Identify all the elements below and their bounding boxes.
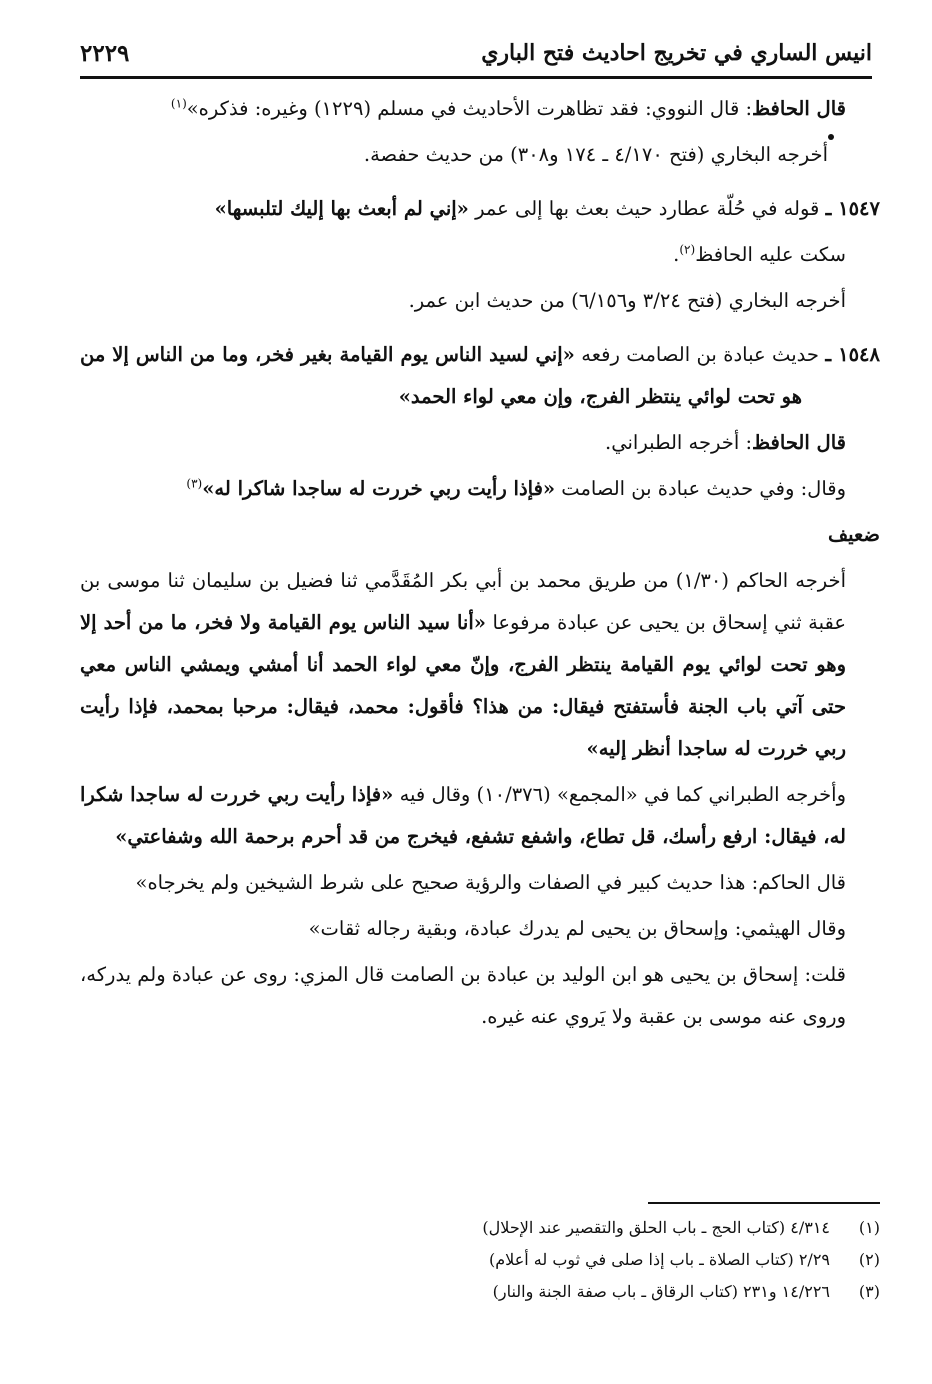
tabarani-text: وأخرجه الطبراني كما في «المجمع» (١٠/٣٧٦) وقال فيه (399, 783, 846, 806)
hadith-1547 (80, 188, 880, 230)
hakim-verdict (80, 862, 880, 904)
hakim-quote: «أنا سيد الناس يوم القيامة ولا فخر، ما من أحد إلا وهو تحت لوائي يوم القيامة ينتظر الفرج، وإنّ معي لواء الحمد أنا أمشي ويمشي الناس معي حتى آتي باب الجنة فأستفتح فيقال: من هذا؟ فأقول: محمد، فيقال: مرحبا بمحمد، فإذا رأيت ربي خررت له ساجدا أنظر إليه» (80, 611, 846, 760)
qal-text: وقال: وفي حديث عبادة بن الصامت (561, 477, 846, 500)
qal-quote: «فإذا رأيت ربي خررت له ساجدا شاكرا له» (202, 477, 556, 500)
hafiz-text: : أخرجه الطبراني. (605, 431, 753, 454)
footnote-text: ١٤/٢٢٦ و٢٣١ (كتاب الرقاق ـ باب صفة الجنة والنار) (492, 1282, 830, 1301)
qal-ubada (80, 468, 880, 510)
running-header (80, 30, 872, 79)
footnote-item (80, 1212, 880, 1244)
hakim-verdict-text: قال الحاكم: هذا حديث كبير في الصفات والرؤية صحيح على شرط الشيخين ولم يخرجاه» (135, 871, 846, 894)
hafiz-quote-nawawi (80, 88, 880, 130)
hakim-takhrij (80, 560, 880, 770)
bukhari-hafsa (80, 134, 880, 176)
tabarani-takhrij (80, 774, 880, 858)
footnote-ref-3: (٣) (186, 476, 203, 491)
footnote-text: ٤/٣١٤ (كتاب الحج ـ باب الحلق والتقصير عند الإحلال) (482, 1218, 830, 1237)
silence-text: سكت عليه الحافظ (695, 243, 846, 266)
hadith-number: ١٥٤٨ ـ (825, 343, 880, 366)
author-comment (80, 954, 880, 1038)
hafiz-tabarani (80, 422, 880, 464)
hadith-quote: «إني لسيد الناس يوم القيامة بغير فخر، وما من الناس إلا من هو تحت لوائي ينتظر الفرج، وإن معي لواء الحمد» (80, 343, 802, 408)
footnote-item (80, 1276, 880, 1308)
haythami-verdict (80, 908, 880, 950)
hafiz-label: قال الحافظ (752, 97, 846, 120)
footnote-number: (٣) (858, 1282, 880, 1301)
hafiz-silence: سكت عليه الحافظ$^{(٢)}$. (673, 242, 846, 266)
takhrij-text: أخرجه البخاري (فتح ٣/٢٤ و٦/١٥٦) من حديث ابن عمر. (408, 289, 846, 312)
tabarani-quote: «فإذا رأيت ربي خررت له ساجدا شكرا له، فيقال: ارفع رأسك، قل تطاع، واشفع تشفع، فيخرج من قد أحرم برحمة الله وشفاعتي» (80, 783, 846, 848)
author-comment-text: قلت: إسحاق بن يحيى هو ابن الوليد بن عبادة بن الصامت قال المزي: روى عن عبادة ولم يدركه، وروى عنه موسى بن عقبة ولا يَروي عنه غيره. (80, 963, 846, 1028)
hafiz-label: قال الحافظ (752, 431, 846, 454)
grade-text: ضعيف (827, 523, 880, 546)
page-number: ٢٢٢٩ (80, 39, 130, 67)
dot-mark (828, 134, 834, 140)
footnotes (80, 1212, 880, 1308)
hadith-1548 (80, 334, 880, 418)
footnote-ref-2: (٢) (679, 242, 696, 257)
footnote-number: (١) (858, 1218, 880, 1237)
hadith-number: ١٥٤٧ ـ (825, 197, 880, 220)
footnote-text: ٢/٢٩ (كتاب الصلاة ـ باب إذا صلى في ثوب له أعلام) (489, 1250, 830, 1269)
nawawi-text: : قال النووي: فقد تظاهرت الأحاديث في مسلم (١٢٢٩) وغيره: فذكره» (186, 97, 753, 120)
hadith-text: قوله في حُلّة عطارد حيث بعث بها إلى عمر (475, 197, 820, 220)
bukhari-hafsa-text: أخرجه البخاري (فتح ٤/١٧٠ ـ ١٧٤ و٣٠٨) من حديث حفصة. (363, 143, 828, 166)
footnote-divider (648, 1202, 880, 1204)
grade (80, 514, 880, 556)
hakim-text: أخرجه الحاكم (١/٣٠) من طريق محمد بن أبي بكر المُقَدَّمي ثنا فضيل بن سليمان ثنا موسى بن عقبة ثني إسحاق بن يحيى عن عبادة مرفوعا (80, 569, 846, 634)
footnote-ref-1: (١) (170, 96, 187, 111)
hadith-quote: «إني لم أبعث بها إليك لتلبسها» (214, 197, 469, 220)
takhrij-1547 (80, 280, 880, 322)
footnote-number: (٢) (858, 1250, 880, 1269)
book-title: انيس الساري في تخريج احاديث فتح الباري (481, 40, 872, 66)
main-text (80, 88, 880, 1042)
haythami-text: وقال الهيثمي: وإسحاق بن يحيى لم يدرك عبادة، وبقية رجاله ثقات» (308, 917, 846, 940)
hadith-text: حديث عبادة بن الصامت رفعه (581, 343, 819, 366)
footnote-item (80, 1244, 880, 1276)
